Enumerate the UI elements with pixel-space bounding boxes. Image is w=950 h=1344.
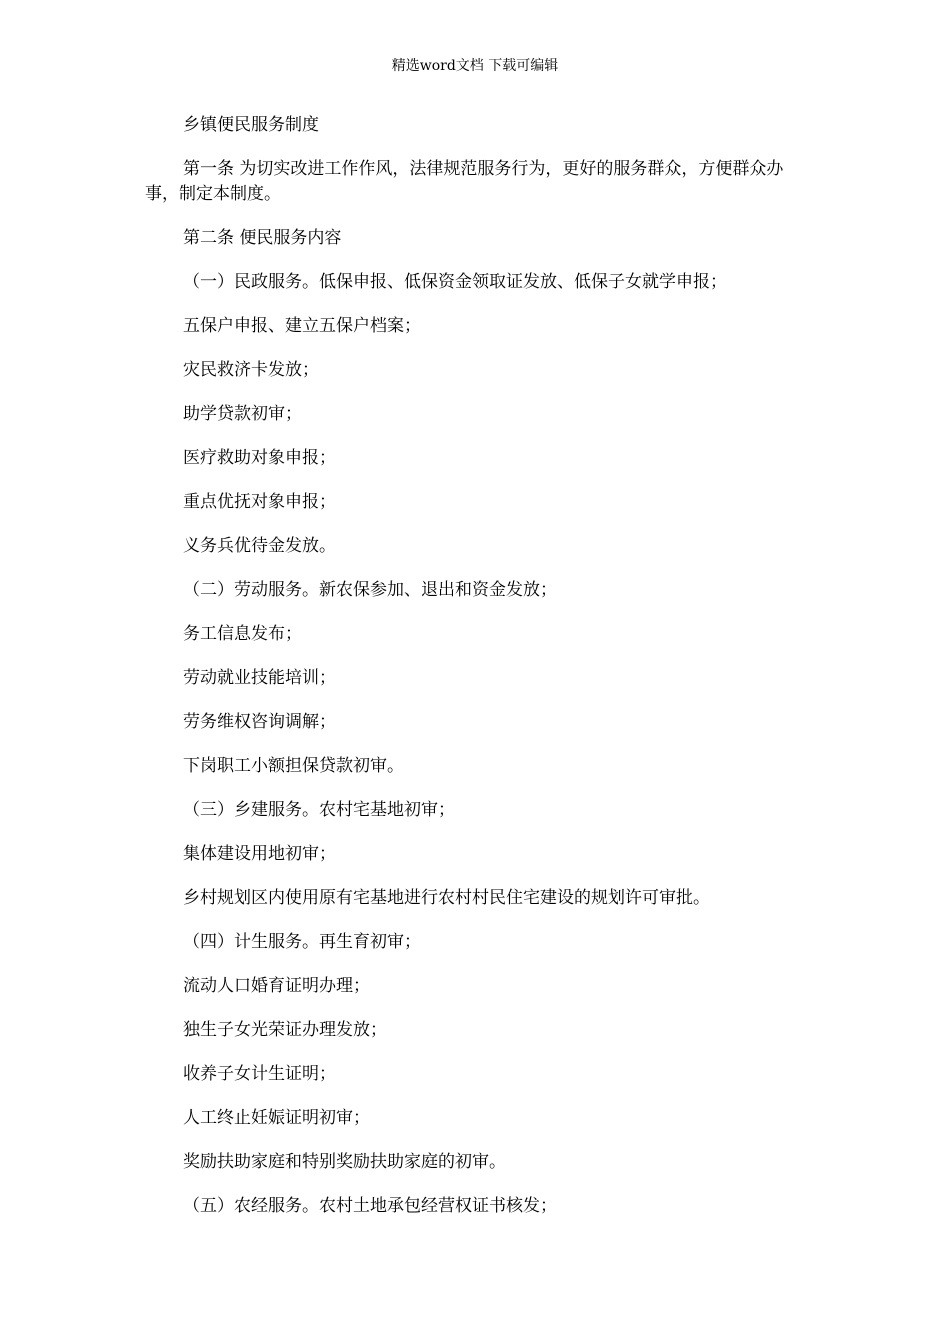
paragraph: （一）民政服务。低保申报、低保资金领取证发放、低保子女就学申报； [183, 272, 727, 292]
paragraph: 重点优抚对象申报； [183, 492, 336, 512]
paragraph: 独生子女光荣证办理发放； [183, 1020, 387, 1040]
paragraph: 劳动就业技能培训； [183, 668, 336, 688]
document-body [145, 113, 810, 1238]
paragraph: 第一条 为切实改进工作作风，法律规范服务行为，更好的服务群众，方便群众办事，制定本制度。 [145, 159, 784, 204]
paragraph: （三）乡建服务。农村宅基地初审； [183, 800, 455, 820]
paragraph: （四）计生服务。再生育初审； [183, 932, 421, 952]
paragraph: 人工终止妊娠证明初审； [183, 1108, 370, 1128]
paragraph: 第二条 便民服务内容 [183, 228, 342, 248]
paragraph: 劳务维权咨询调解； [183, 712, 336, 732]
paragraph: 收养子女计生证明； [183, 1064, 336, 1084]
paragraph: 乡村规划区内使用原有宅基地进行农村村民住宅建设的规划许可审批。 [183, 888, 710, 908]
paragraph: 助学贷款初审； [183, 404, 302, 424]
paragraph: 下岗职工小额担保贷款初审。 [183, 756, 404, 776]
paragraph: 奖励扶助家庭和特别奖励扶助家庭的初审。 [183, 1152, 506, 1172]
paragraph: 务工信息发布； [183, 624, 302, 644]
paragraph: 义务兵优待金发放。 [183, 536, 336, 556]
document-title: 乡镇便民服务制度 [183, 115, 319, 135]
paragraph: 五保户申报、建立五保户档案； [183, 316, 421, 336]
paragraph: 医疗救助对象申报； [183, 448, 336, 468]
paragraph: （二）劳动服务。新农保参加、退出和资金发放； [183, 580, 557, 600]
paragraph: 集体建设用地初审； [183, 844, 336, 864]
paragraph: 流动人口婚育证明办理； [183, 976, 370, 996]
paragraph: （五）农经服务。农村土地承包经营权证书核发； [183, 1196, 557, 1216]
page-header: 精选word文档 下载可编辑 [391, 58, 559, 74]
paragraph: 灾民救济卡发放； [183, 360, 319, 380]
